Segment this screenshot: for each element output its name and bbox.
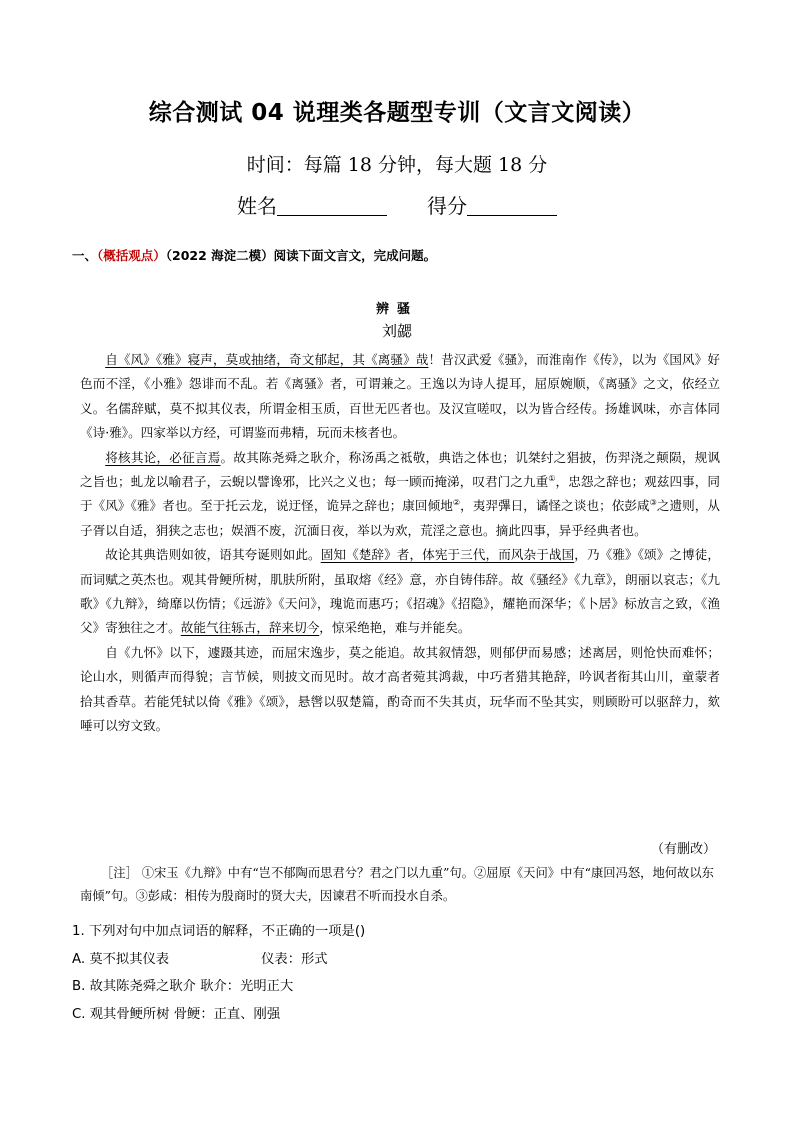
option-a[interactable] — [72, 946, 732, 974]
paragraph-text: 。故其陈尧舜之耿介，称汤禹之祗敬，典诰之体也；讥桀纣之猖披，伤羿浇之颠陨，规讽之旨也；虬龙以喻君子，云蜺以譬谗邪，比兴之义也；每一顾而掩涕，叹君门之九重 — [80, 449, 721, 490]
option-b[interactable] — [72, 973, 732, 1001]
paragraph-text: ，乃《雅》《颂》之博徒，而词赋之英杰也。观其骨鲠所树，肌肤所附，虽取熔《经》意，亦自铸伟辞。故《骚经》《九章》，朗丽以哀志；《九歌》《九辩》，绮靡以伤情；《远游》《天问》，瑰诡而惠巧；《招魂》《招隐》，耀艳而深华；《卜居》标放言之致，《渔父》寄独往之才。 — [80, 547, 721, 636]
note-ref-1: ① — [548, 473, 556, 483]
article-body — [80, 348, 720, 739]
time-info: 时间：每篇 18 分钟，每大题 18 分 — [246, 154, 548, 176]
footnotes: ［注］ ①宋玉《九辩》中有“岂不郁陶而思君兮？君之门以九重”句。②屈原《天问》中有“康回冯怒，地何故以东南倾”句。③彭咸：相传为殷商时的贤大夫，因谏君不听而投水自杀。 — [80, 866, 714, 903]
name-score-bar — [0, 190, 794, 219]
paragraph-text: 之遗则，从子胥以自适，狷狭之志也；娱酒不废，沉湎日夜，举以为欢，荒淫之意也。摘此四事，异乎经典者也。 — [80, 498, 721, 538]
option-meaning: 耿介：光明正大 — [200, 979, 294, 994]
underlined-sentence: 故能气往轹古，辞来切今 — [180, 620, 320, 636]
paragraph-text: 故论其典诰则如彼，语其夸诞则如此。 — [105, 547, 321, 563]
questions — [72, 918, 732, 1028]
option-meaning: 仪表：形式 — [261, 951, 328, 967]
name-blank[interactable] — [277, 193, 387, 216]
question-one-heading — [72, 246, 436, 264]
page-title: 综合测试 04 说理类各题型专训（文言文阅读） — [148, 100, 646, 126]
underlined-sentence: 固知《楚辞》者，体宪于三代，而风杂于战国 — [320, 547, 575, 563]
paragraph-2 — [80, 446, 720, 544]
paragraph-4: 自《九怀》以下，遽蹑其迹，而屈宋逸步，莫之能追。故其叙情怨，则郁伊而易感；述离居，则怆快而难怀；论山水，则循声而得貌；言节候，则披文而见时。故才高者菀其鸿裁，中巧者猎其艳辞，吟讽者衔其山川，童蒙者拾其香草。若能凭轼以倚《雅》《颂》，悬辔以驭楚篇，酌奇而不失其贞，玩华而不坠其实，则顾盼可以驱辞力，欬唾可以穷文致。 — [80, 644, 720, 734]
paragraph-text: ！昔汉武爱《骚》，而淮南作《传》，以为《国风》好色而不淫，《小雅》怨诽而不乱。若《离骚》者，可谓兼之。王逸以为诗人提耳，屈原婉顺，《离骚》之文，依经立义。名儒辞赋，莫不拟其仪表，所谓金相玉质，百世无匹者也。及汉宣嗟叹，以为皆合经传。扬雄讽味，亦言体同《诗·雅》。四家举以方经，可谓鉴而弗精，玩而未核者也。 — [80, 352, 721, 441]
note-ref-2: ② — [452, 498, 461, 508]
underlined-sentence: 自《风》《雅》寝声，莫或抽绪，奇文郁起，其《离骚》哉 — [105, 352, 429, 367]
option-meaning: 骨鲠：正直、刚强 — [173, 1006, 281, 1022]
paragraph-1 — [80, 348, 720, 446]
paragraph-text: ，忠怨之辞也；观兹四事，同于《风》《雅》者也。至于托云龙，说迂怪，诡异之辞也；康回倾地 — [80, 474, 721, 514]
option-c[interactable] — [72, 1001, 732, 1029]
name-label: 姓名 — [237, 194, 277, 218]
question-instruction: （2022 海淀二模）阅读下面文言文，完成问题。 — [165, 248, 437, 263]
question-tag: （概括观点） — [97, 248, 166, 263]
option-text: C. 观其骨鲠所树 — [72, 1006, 170, 1022]
question-number: 一、 — [72, 248, 98, 263]
score-blank[interactable] — [467, 193, 557, 216]
underlined-sentence: 将核其论，必征言焉 — [105, 449, 221, 465]
question-1: 1. 下列对句中加点词语的解释，不正确的一项是() — [72, 924, 366, 939]
score-label: 得分 — [427, 194, 467, 218]
source-note: （有删改） — [650, 842, 716, 857]
article-title: 辨骚 — [375, 302, 418, 317]
paragraph-text: ，惊采绝艳，难与并能矣。 — [319, 620, 471, 636]
note-ref-3: ③ — [649, 498, 657, 508]
paragraph-3 — [80, 543, 720, 641]
paragraph-text: ，夷羿彃日，谲怪之谈也；依彭咸 — [460, 498, 650, 514]
option-text: B. 故其陈尧舜之耿介 — [72, 979, 196, 994]
option-text: A. 莫不拟其仪表 — [72, 951, 170, 967]
article-author: 刘勰 — [381, 322, 412, 340]
